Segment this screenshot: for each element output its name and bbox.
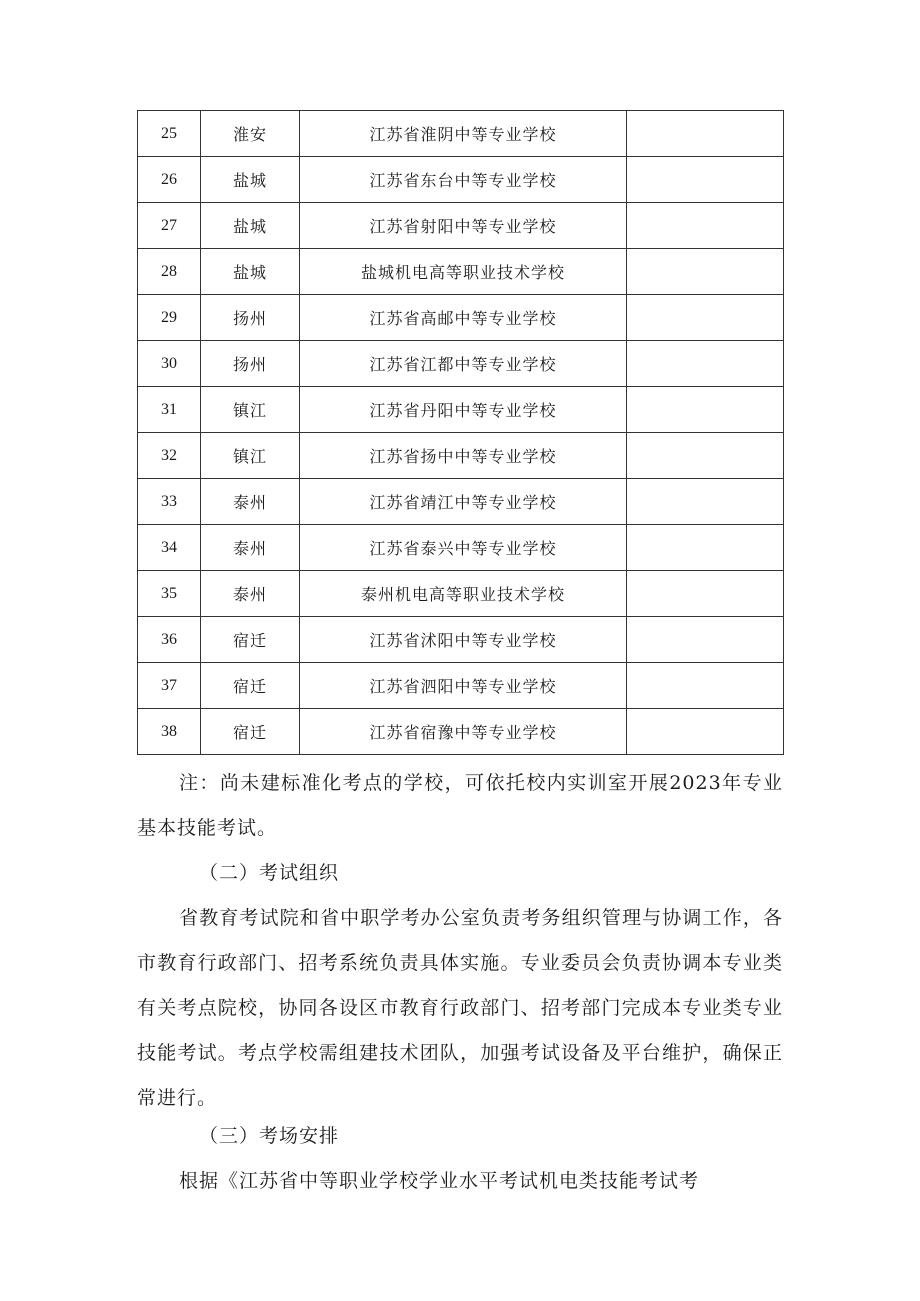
row-number-cell: 30 bbox=[138, 341, 201, 387]
row-number-cell: 35 bbox=[138, 571, 201, 617]
note-cell bbox=[627, 203, 784, 249]
city-cell: 盐城 bbox=[201, 157, 300, 203]
school-name-cell: 江苏省丹阳中等专业学校 bbox=[300, 387, 627, 433]
school-table-body bbox=[138, 111, 784, 755]
school-name-cell: 江苏省泰兴中等专业学校 bbox=[300, 525, 627, 571]
table-row bbox=[138, 387, 784, 433]
city-cell: 镇江 bbox=[201, 387, 300, 433]
city-cell: 泰州 bbox=[201, 479, 300, 525]
row-number-cell: 38 bbox=[138, 709, 201, 755]
row-number-cell: 32 bbox=[138, 433, 201, 479]
table-row bbox=[138, 341, 784, 387]
table-row bbox=[138, 709, 784, 755]
school-table bbox=[137, 110, 784, 755]
row-number-cell: 28 bbox=[138, 249, 201, 295]
table-row bbox=[138, 111, 784, 157]
table-row bbox=[138, 617, 784, 663]
table-note: 注：尚未建标准化考点的学校，可依托校内实训室开展2023年专业基本技能考试。 bbox=[137, 772, 783, 839]
school-name-cell: 盐城机电高等职业技术学校 bbox=[300, 249, 627, 295]
city-cell: 泰州 bbox=[201, 525, 300, 571]
note-cell bbox=[627, 111, 784, 157]
city-cell: 宿迁 bbox=[201, 663, 300, 709]
note-cell bbox=[627, 341, 784, 387]
note-cell bbox=[627, 663, 784, 709]
city-cell: 盐城 bbox=[201, 203, 300, 249]
note-cell bbox=[627, 249, 784, 295]
city-cell: 扬州 bbox=[201, 341, 300, 387]
school-name-cell: 泰州机电高等职业技术学校 bbox=[300, 571, 627, 617]
row-number-cell: 31 bbox=[138, 387, 201, 433]
note-cell bbox=[627, 525, 784, 571]
row-number-cell: 36 bbox=[138, 617, 201, 663]
school-name-cell: 江苏省东台中等专业学校 bbox=[300, 157, 627, 203]
school-name-cell: 江苏省沭阳中等专业学校 bbox=[300, 617, 627, 663]
city-cell: 扬州 bbox=[201, 295, 300, 341]
section-2-body: 省教育考试院和省中职学考办公室负责考务组织管理与协调工作，各市教育行政部门、招考系统负责具体实施。专业委员会负责协调本专业类有关考点院校，协同各设区市教育行政部门、招考部门完成本专业类专业技能考试。考点学校需组建技术团队，加强考试设备及平台维护，确保正常进行。 bbox=[137, 907, 783, 1109]
table-row bbox=[138, 203, 784, 249]
table-row bbox=[138, 295, 784, 341]
note-cell bbox=[627, 479, 784, 525]
section-3-heading: （三）考场安排 bbox=[199, 1125, 340, 1147]
table-row bbox=[138, 479, 784, 525]
city-cell: 淮安 bbox=[201, 111, 300, 157]
note-cell bbox=[627, 617, 784, 663]
row-number-cell: 29 bbox=[138, 295, 201, 341]
row-number-cell: 37 bbox=[138, 663, 201, 709]
row-number-cell: 34 bbox=[138, 525, 201, 571]
school-table-container bbox=[137, 110, 783, 755]
school-name-cell: 江苏省泗阳中等专业学校 bbox=[300, 663, 627, 709]
city-cell: 盐城 bbox=[201, 249, 300, 295]
city-cell: 镇江 bbox=[201, 433, 300, 479]
table-row bbox=[138, 663, 784, 709]
table-row bbox=[138, 571, 784, 617]
table-row bbox=[138, 157, 784, 203]
table-row bbox=[138, 249, 784, 295]
note-cell bbox=[627, 295, 784, 341]
table-row bbox=[138, 525, 784, 571]
note-cell bbox=[627, 709, 784, 755]
city-cell: 宿迁 bbox=[201, 709, 300, 755]
row-number-cell: 27 bbox=[138, 203, 201, 249]
school-name-cell: 江苏省射阳中等专业学校 bbox=[300, 203, 627, 249]
row-number-cell: 26 bbox=[138, 157, 201, 203]
note-cell bbox=[627, 157, 784, 203]
school-name-cell: 江苏省宿豫中等专业学校 bbox=[300, 709, 627, 755]
note-cell bbox=[627, 387, 784, 433]
note-cell bbox=[627, 433, 784, 479]
school-name-cell: 江苏省扬中中等专业学校 bbox=[300, 433, 627, 479]
table-row bbox=[138, 433, 784, 479]
school-name-cell: 江苏省江都中等专业学校 bbox=[300, 341, 627, 387]
note-cell bbox=[627, 571, 784, 617]
school-name-cell: 江苏省淮阴中等专业学校 bbox=[300, 111, 627, 157]
section-2-heading: （二）考试组织 bbox=[199, 862, 340, 884]
section-3-body: 根据《江苏省中等职业学校学业水平考试机电类技能考试考 bbox=[179, 1170, 700, 1192]
school-name-cell: 江苏省高邮中等专业学校 bbox=[300, 295, 627, 341]
row-number-cell: 33 bbox=[138, 479, 201, 525]
school-name-cell: 江苏省靖江中等专业学校 bbox=[300, 479, 627, 525]
row-number-cell: 25 bbox=[138, 111, 201, 157]
city-cell: 宿迁 bbox=[201, 617, 300, 663]
city-cell: 泰州 bbox=[201, 571, 300, 617]
